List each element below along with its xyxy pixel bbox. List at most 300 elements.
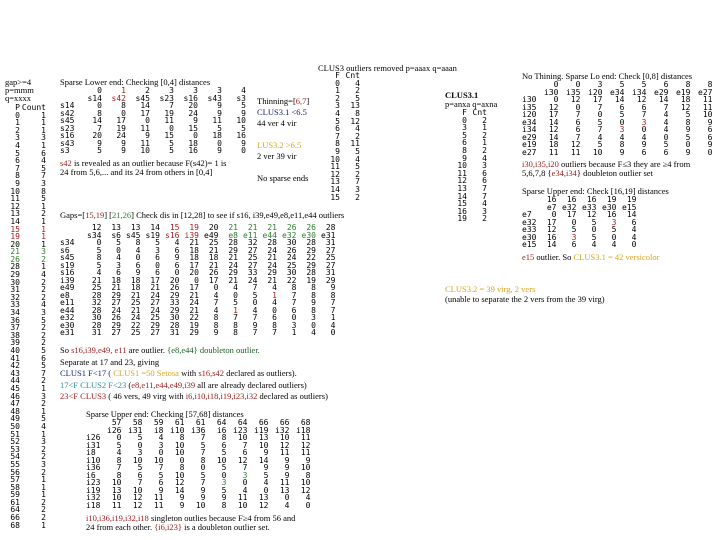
list-row (2, 218, 46, 226)
distance-cell: 9 (707, 117, 713, 127)
p-value: 8 (335, 139, 340, 149)
p-value: 15 (330, 192, 340, 202)
distance-cell: 7 (233, 313, 238, 322)
list-row (2, 301, 46, 309)
distance-cell: 19 (189, 320, 199, 330)
p-value: 1 (15, 118, 20, 128)
distance-cell: 9 (311, 298, 316, 307)
text-segment: Thinning=[ (257, 96, 296, 106)
distance-cell: 30 (286, 268, 297, 277)
header-p: F (335, 71, 340, 80)
distance-cell: 7 (272, 328, 277, 337)
row-label: i31 (86, 440, 101, 450)
distance-cell: 24 (228, 260, 238, 270)
row-label: e32 (522, 217, 537, 227)
distance-cell: 5 (685, 132, 691, 142)
distance-cell: 4 (663, 125, 669, 134)
count-value: 1 (41, 216, 46, 226)
distance-cell: 7 (97, 123, 102, 133)
list-row (2, 347, 46, 355)
p-header: 3 (597, 80, 603, 89)
p-header: 57 (111, 418, 122, 427)
distance-cell: 12 (237, 455, 248, 465)
distance-cell: 6 (707, 132, 713, 142)
col-label: e34 (610, 87, 625, 97)
p-value: 14 (330, 184, 340, 194)
p-value: 34 (10, 308, 20, 318)
distance-cell: 9 (685, 125, 691, 134)
distance-cell: 9 (217, 146, 222, 155)
list-row (2, 233, 46, 241)
p-header: 58 (132, 418, 143, 427)
distance-cell: 5 (233, 298, 238, 307)
p-value: 20 (10, 239, 20, 249)
distance-cell: 18 (189, 253, 199, 262)
count-value: 1 (41, 262, 46, 272)
count-value: 2 (355, 131, 360, 141)
count-value: 2 (41, 376, 46, 386)
distance-cell: 10 (300, 478, 311, 487)
distance-cell: 5 (116, 238, 121, 247)
distance-cell: 0 (263, 485, 269, 495)
distance-cell: 29 (325, 275, 336, 285)
p-value: 50 (10, 421, 20, 431)
distance-cell: 8 (233, 320, 238, 330)
count-value: 7 (41, 171, 46, 181)
p-header: 13 (111, 223, 121, 232)
distance-cell: 6 (619, 102, 625, 112)
p-value: 12 (10, 201, 20, 211)
list-row (2, 453, 46, 461)
p-value: 6 (335, 124, 340, 134)
text-segment: declared as outliers) (257, 391, 328, 401)
distance-cell: 5 (155, 238, 160, 247)
col-label: e15 (622, 202, 637, 212)
p-value: 46 (10, 391, 20, 401)
distance-cell: 18 (548, 140, 559, 149)
col-label: s34 (87, 230, 102, 240)
p-header: 68 (300, 418, 311, 427)
distance-cell: 21 (130, 305, 141, 315)
count-value: 4 (41, 270, 46, 280)
distance-cell: 4 (116, 448, 122, 457)
distance-cell: 8 (179, 463, 185, 472)
distance-cell: 24 (150, 290, 160, 300)
distance-cell: 8 (311, 290, 316, 300)
distance-cell: 12 (132, 500, 143, 510)
col-label: s42 (111, 93, 126, 103)
text-segment: ] Check dis in [12,28] to see if s16, i39,e49,e8,e11,e44 outliers (131, 210, 345, 220)
distance-cell: 9 (121, 146, 126, 155)
distance-cell: 3 (611, 217, 617, 227)
q-param: q=xxxx (5, 93, 32, 103)
p-value: 5 (15, 148, 20, 158)
distance-cell: 18 (208, 253, 219, 262)
list-row (2, 431, 46, 439)
distance-cell: 6 (272, 313, 277, 322)
distance-cell: 7 (252, 283, 258, 292)
list-row (2, 119, 46, 127)
count-value: 3 (355, 184, 360, 194)
distance-cell: 5 (96, 245, 102, 255)
distance-cell: 5 (200, 440, 206, 450)
distance-cell: 0 (631, 240, 637, 249)
row-label: e44 (60, 305, 75, 315)
distance-cell: 6 (707, 125, 713, 134)
upper-end-note (86, 514, 295, 532)
text-line (257, 118, 309, 129)
col-label: i10 (170, 425, 185, 435)
distance-cell: 0 (663, 132, 669, 142)
distance-cell: 0 (179, 455, 185, 465)
text-line (60, 368, 328, 380)
distance-cell: 4 (272, 298, 277, 307)
distance-cell: 21 (189, 305, 199, 315)
distance-cell: 24 (150, 305, 160, 315)
distance-cell: 29 (228, 268, 238, 277)
text-segment: 6,7 (295, 96, 307, 106)
distance-cell: 8 (121, 101, 126, 110)
row-label: e33 (522, 225, 537, 234)
p-value: 15 (10, 224, 20, 234)
distance-cell: 0 (135, 253, 141, 262)
list-row (2, 491, 46, 499)
distance-matrix (522, 196, 636, 249)
distance-cell: 26 (208, 268, 219, 277)
distance-cell: 14 (548, 117, 559, 127)
text-line (60, 357, 328, 369)
count-value: 7 (41, 368, 46, 378)
p-value: 13 (330, 177, 340, 187)
distance-cell: 29 (267, 268, 277, 277)
distance-cell: 0 (575, 102, 581, 112)
distance-cell: 3 (158, 440, 164, 450)
distance-cell: 21 (150, 283, 160, 292)
distance-cell: 3 (242, 470, 248, 480)
p-header: 20 (208, 223, 219, 232)
text-segment: 44 ver 4 vir (257, 118, 297, 128)
distance-cell: 14 (614, 95, 625, 104)
distance-cell: 0 (707, 147, 713, 157)
distance-cell: 24 (116, 131, 126, 140)
p-value: 45 (10, 383, 20, 393)
distance-matrix (60, 87, 246, 155)
text-segment: ( (126, 379, 132, 390)
distance-cell: 7 (137, 478, 143, 487)
list-row (2, 150, 46, 158)
col-label: s45 (126, 230, 141, 240)
distance-cell: 10 (174, 440, 185, 450)
distance-cell: 5 (221, 448, 227, 457)
distance-cell: 7 (200, 448, 206, 457)
count-value: 4 (355, 154, 360, 164)
p-header: 66 (258, 418, 269, 427)
distance-cell: 8 (116, 470, 122, 480)
count-value: 4 (41, 421, 46, 431)
count-value: 3 (41, 178, 46, 188)
matrix-row (60, 147, 246, 155)
distance-cell: 10 (702, 110, 713, 119)
row-label: i6 (86, 470, 96, 480)
distance-cell: 11 (140, 138, 150, 148)
p-value: 5 (335, 116, 340, 126)
text-line (257, 162, 309, 173)
count-value: 5 (41, 414, 46, 424)
distance-cell: 25 (150, 313, 160, 322)
distance-cell: 9 (263, 448, 269, 457)
text-segment: So (60, 345, 72, 355)
count-value: 2 (41, 505, 46, 515)
distance-cell: 17 (546, 217, 557, 227)
distance-cell: 10 (153, 455, 164, 465)
distance-cell: 7 (252, 313, 258, 322)
p-value: 28 (10, 262, 20, 272)
distance-cell: 9 (213, 328, 219, 337)
matrix-row (522, 241, 636, 249)
distance-cell: 9 (145, 131, 150, 140)
distance-cell: 0 (284, 493, 290, 502)
distance-cell: 9 (330, 283, 336, 292)
p-value: 57 (10, 475, 20, 485)
count-value: 5 (41, 163, 46, 173)
p-value: 44 (10, 376, 20, 386)
distance-cell: 14 (92, 116, 102, 125)
text-segment: e34,i34 (551, 168, 577, 178)
distance-cell: 6 (221, 440, 227, 450)
p-header: 8 (707, 80, 713, 89)
p-value: 13 (10, 209, 20, 219)
text-segment: declared as outliers). (224, 368, 297, 378)
distance-cell: 30 (91, 313, 102, 322)
distance-cell: 17 (189, 283, 199, 292)
count-value: 1 (41, 140, 46, 150)
distance-cell: 28 (91, 320, 102, 330)
list-row (2, 438, 46, 446)
row-label: i23 (86, 478, 101, 487)
distance-cell: 7 (663, 102, 669, 112)
distance-cell: 33 (247, 268, 258, 277)
p-value: 66 (10, 513, 20, 523)
distance-cell: 29 (169, 290, 180, 300)
row-label: s19 (60, 260, 75, 270)
distance-cell: 6 (631, 217, 637, 227)
list-row (2, 324, 46, 332)
p-header: 4 (241, 86, 246, 95)
distance-cell: 22 (130, 320, 141, 330)
header-count: Count (21, 103, 46, 112)
distance-cell: 8 (97, 108, 102, 118)
text-segment: Separate at 17 and 23, giving (60, 356, 160, 367)
distance-cell: 26 (169, 283, 180, 292)
list-row (2, 263, 46, 271)
distance-cell: 18 (188, 138, 198, 148)
text-line (257, 96, 309, 107)
distance-cell: 9 (217, 101, 222, 110)
list-row (2, 112, 46, 120)
distance-cell: 25 (286, 260, 297, 270)
distance-cell: 9 (174, 253, 180, 262)
text-segment: Gaps=[ (60, 210, 86, 220)
distance-cell: 0 (158, 448, 164, 457)
distance-cell: 7 (213, 298, 219, 307)
row-label: s34 (60, 238, 75, 247)
list-row (2, 362, 46, 370)
col-label: i23 (233, 425, 248, 435)
distance-cell: 9 (97, 138, 102, 148)
distance-cell: 12 (258, 500, 269, 510)
distance-cell: 8 (179, 433, 185, 442)
text-line (257, 107, 309, 118)
distance-cell: 24 (111, 305, 121, 315)
row-label: e34 (522, 117, 537, 127)
row-label: e19 (522, 140, 537, 149)
p-value: 61 (10, 497, 20, 507)
right-lower-title: No Thining. Sparse Lo end: Check [0,8] distances (522, 71, 693, 81)
count-value: 5 (41, 315, 46, 325)
distance-matrix (522, 81, 712, 156)
list-row (2, 279, 46, 287)
distance-cell: 7 (252, 328, 258, 337)
p-value: 41 (10, 353, 20, 363)
distance-cell: 4 (213, 290, 219, 300)
text-line (60, 391, 328, 403)
distance-cell: 28 (91, 290, 102, 300)
distance-cell: 16 (236, 131, 246, 140)
list-row (2, 127, 46, 135)
distance-cell: 7 (575, 110, 581, 119)
count-value: 2 (41, 497, 46, 507)
distance-cell: 19 (164, 108, 174, 118)
col-label: i30 (544, 87, 559, 97)
distance-cell: 5 (252, 290, 258, 300)
clus3-title: CLUS3 outliers removed p=aaax q=aaan (318, 63, 457, 73)
p-value: 19 (457, 214, 467, 224)
list-row (2, 522, 46, 530)
distance-cell: 0 (619, 117, 625, 127)
col-label: i39 (184, 230, 199, 240)
distance-cell: 5 (137, 463, 143, 472)
distance-cell: 10 (279, 433, 290, 442)
distance-cell: 6 (174, 260, 180, 270)
p-value: 64 (10, 505, 20, 515)
list-row (2, 188, 46, 196)
distance-cell: 22 (189, 313, 199, 322)
p-header: 26 (286, 223, 297, 232)
distance-cell: 9 (263, 463, 269, 472)
distance-cell: 9 (158, 485, 164, 495)
col-label: e30 (602, 202, 617, 212)
count-value: 6 (41, 353, 46, 363)
p-header: 16 (566, 195, 577, 204)
text-segment: 15,19 (85, 210, 105, 220)
distance-cell: 4 (663, 110, 669, 119)
matrix-row (522, 149, 712, 157)
distance-cell: 14 (546, 240, 557, 249)
distance-cell: 31 (325, 238, 336, 247)
distance-cell: 9 (200, 485, 206, 495)
count-value: 5 (41, 346, 46, 355)
col-label: i36 (191, 425, 206, 435)
distance-cell: 0 (200, 463, 206, 472)
distance-cell: 7 (597, 125, 603, 134)
params (5, 78, 34, 102)
distance-cell: 8 (272, 320, 277, 330)
list-row (2, 332, 46, 340)
distance-cell: 10 (237, 433, 248, 442)
list-row (2, 423, 46, 431)
count-value: 3 (41, 308, 46, 318)
distance-cell: 4 (597, 132, 603, 142)
list-row (2, 339, 46, 347)
p-value: 58 (10, 482, 20, 492)
row-label: e29 (522, 132, 537, 142)
distance-cell: 4 (96, 268, 102, 277)
p-value: 12 (457, 176, 467, 186)
row-label: i8 (86, 448, 96, 457)
count-value: 1 (41, 110, 46, 120)
distance-cell: 3 (311, 313, 316, 322)
distance-cell: 7 (200, 433, 206, 442)
right-upper-note (522, 252, 660, 262)
distance-cell: 28 (228, 238, 238, 247)
distance-cell: 5 (663, 140, 669, 149)
text-segment: ( 46 vers, 49 virg with (106, 391, 186, 401)
col-label: e30 (301, 230, 316, 240)
distance-cell: 12 (279, 440, 290, 450)
col-label: e44 (262, 230, 277, 240)
count-value: 13 (350, 101, 360, 111)
p-value: 19 (10, 232, 20, 242)
text-segment: e8,e11,e44,e49,i39 (131, 379, 196, 390)
list-row (2, 241, 46, 249)
list-row (2, 256, 46, 264)
col-label: e27 (698, 87, 713, 97)
p-value: 8 (15, 171, 20, 181)
distance-cell: 12 (174, 478, 185, 487)
distance-cell: 21 (208, 260, 219, 270)
distance-cell: 14 (658, 95, 669, 104)
distance-cell: 10 (140, 146, 150, 155)
text-segment: doubleton outlier. (197, 345, 260, 355)
label-header-row (522, 204, 636, 212)
distance-cell: 5 (591, 232, 597, 242)
text-segment: No sparse ends (257, 173, 309, 183)
distance-cell: 11 (300, 448, 311, 457)
text-segment: are outlier. (126, 345, 168, 355)
distance-cell: 4 (591, 240, 597, 249)
distance-cell: 7 (291, 298, 297, 307)
count-value: 3 (41, 133, 46, 143)
p-header: 14 (150, 223, 160, 232)
p-header: 19 (189, 223, 199, 232)
p-value: 55 (10, 459, 20, 469)
distance-cell: 10 (237, 500, 248, 510)
row-label: s45 (60, 253, 75, 262)
distance-cell: 17 (140, 108, 150, 118)
text-line (60, 345, 328, 357)
count-value: 11 (350, 139, 360, 149)
distance-cell: 10 (216, 455, 227, 465)
distance-cell: 9 (217, 108, 222, 118)
count-value: 1 (41, 125, 46, 135)
distance-cell: 3 (137, 448, 143, 457)
distance-cell: 11 (702, 95, 713, 104)
p-header: 3 (193, 86, 198, 95)
summary-notes (60, 345, 328, 403)
distance-cell: 0 (272, 305, 277, 315)
distance-cell: 4 (311, 328, 316, 337)
distance-cell: 0 (242, 478, 248, 487)
